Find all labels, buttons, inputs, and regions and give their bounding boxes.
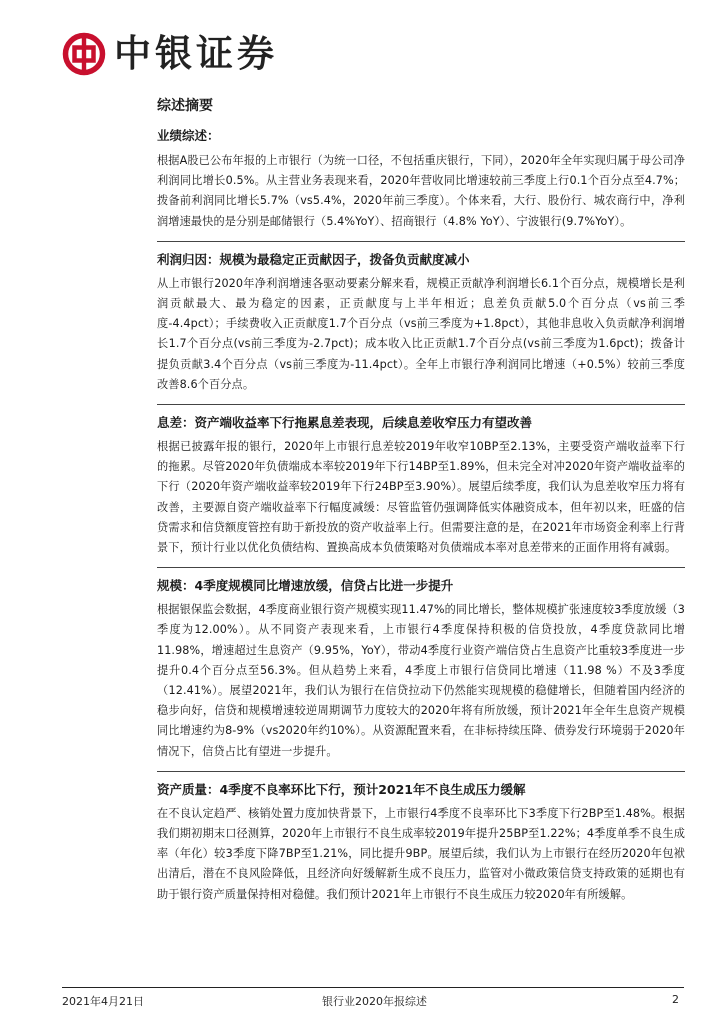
footer-date: 2021年4月21日 (62, 995, 144, 1008)
footer-report-title: 银行业2020年报综述 (322, 995, 427, 1008)
section-text-asset-quality: 在不良认定趋严、核销处置力度加快背景下，上市银行4季度不良率环比下3季度下行2BP至1.48%。根据我们期初期末口径测算，2020年上市银行不良生成率较2019年提升25BP至1.22%；4季度单季不良生成率（年化）较3季度下降7BP至1.21%，同比提升9BP。展望后续，我们认为上市银行在经历2020年包袱出清后，潜在不良风险降低，且经济向好缓解新生成不良压力，监管对小微政策信贷支持政策的延期也有助于银行资产质量保持相对稳健。我们预计2021年上市银行不良生成压力较2020年有所缓解。 (157, 806, 685, 901)
section-text-scale: 根据银保监会数据，4季度商业银行资产规模实现11.47%的同比增长，整体规模扩张速度较3季度放缓（3季度为12.00%）。从不同资产表现来看，上市银行4季度保持积极的信贷投放，4季度贷款同比增11.98%，增速超过生息资产（9.95%，YoY），带动4季度行业资产端信贷占生息资产比重较3季度进一步提升0.4个百分点至56.3%。但从趋势上来看，4季度上市银行信贷同比增速（11.98 %）不及3季度（12.41%）。展望2021年，我们认为银行在信贷拉动下仍然能实现规模的稳健增长，但随着国内经济的稳步向好，信贷和规模增速较逆周期调节力度较大的2020年将有所放缓，预计2021年全年生息资产规模同比增速约为8-9%（vs2020年约10%）。从资源配置来看，在非标持续压降、债券发行环境弱于2020年情况下，信贷占比有望进一步提升。 (157, 603, 685, 758)
summary-content (157, 97, 685, 905)
brand-name: 中银证券 (114, 32, 278, 75)
section-heading-performance: 业绩综述： (157, 128, 220, 143)
section-text-performance: 根据A股已公布年报的上市银行（为统一口径，不包括重庆银行，下同），2020年全年实现归属于母公司净利润同比增长0.5%。从主营业务表现来看，2020年营收同比增速较前三季度上行0.1个百分点至4.7%；拨备前利润同比增长5.7%（vs5.4%，2020年前三季度）。个体来看，大行、股份行、城农商行中，净利润增速最快的是分别是邮储银行（5.4%YoY）、招商银行（4.8% YoY）、宁波银行(9.7%YoY）。 (157, 154, 685, 228)
section-text-profit-attribution: 从上市银行2020年净利润增速各驱动要素分解来看，规模正贡献净利润增长6.1个百分点，规模增长是利润贡献最大、最为稳定的因素，正贡献度与上半年相近；息差负贡献5.0个百分点（vs前三季度-4.4pct）；手续费收入正贡献度1.7个百分点（vs前三季度为+1.8pct），其他非息收入负贡献净利润增长1.7个百分点(vs前三季度为-2.7pct)；成本收入比正贡献1.7个百分点(vs前三季度为1.6pct)；拨备计提负贡献3.4个百分点（vs前三季度为-11.4pct）。全年上市银行净利润同比增速（+0.5%）较前三季度改善8.6个百分点。 (157, 276, 685, 391)
section-heading-profit-attribution: 利润归因：规模为最稳定正贡献因子，拨备负贡献度减小 (157, 251, 470, 267)
section-heading-asset-quality: 资产质量：4季度不良率环比下行，预计2021年不良生成压力缓解 (157, 781, 526, 797)
section-text-net-interest-margin: 根据已披露年报的银行，2020年上市银行息差较2019年收窄10BP至2.13%，主要受资产端收益率下行的拖累。尽管2020年负债端成本率较2019年下行14BP至1.89%，但未完全对冲2020年资产端收益率的下行（2020年资产端收益率较2019年下行24BP至3.90%）。展望后续季度，我们认为息差收窄压力将有改善，主要源自资产端收益率下行幅度减缓：尽管监管仍强调降低实体融资成本，但年初以来，旺盛的信贷需求和信贷额度管控有助于新投放的资产收益率上行。但需要注意的是，在2021年市场资金利率上行背景下，预计行业以优化负债结构、置换高成本负债策略对负债端成本率对息差带来的正面作用将有减弱。 (157, 440, 685, 555)
section-divider (157, 567, 685, 568)
bank-of-china-logo-icon (62, 32, 106, 76)
section-heading-scale: 规模：4季度规模同比增速放缓，信贷占比进一步提升 (157, 578, 454, 594)
section-divider (157, 241, 685, 242)
footer-divider (62, 987, 684, 988)
summary-title: 综述摘要 (157, 98, 213, 114)
page-number: 2 (672, 993, 679, 1006)
section-heading-net-interest-margin: 息差：资产端收益率下行拖累息差表现，后续息差收窄压力有望改善 (157, 415, 533, 431)
section-divider (157, 771, 685, 772)
page-header (62, 30, 278, 78)
section-divider (157, 404, 685, 405)
